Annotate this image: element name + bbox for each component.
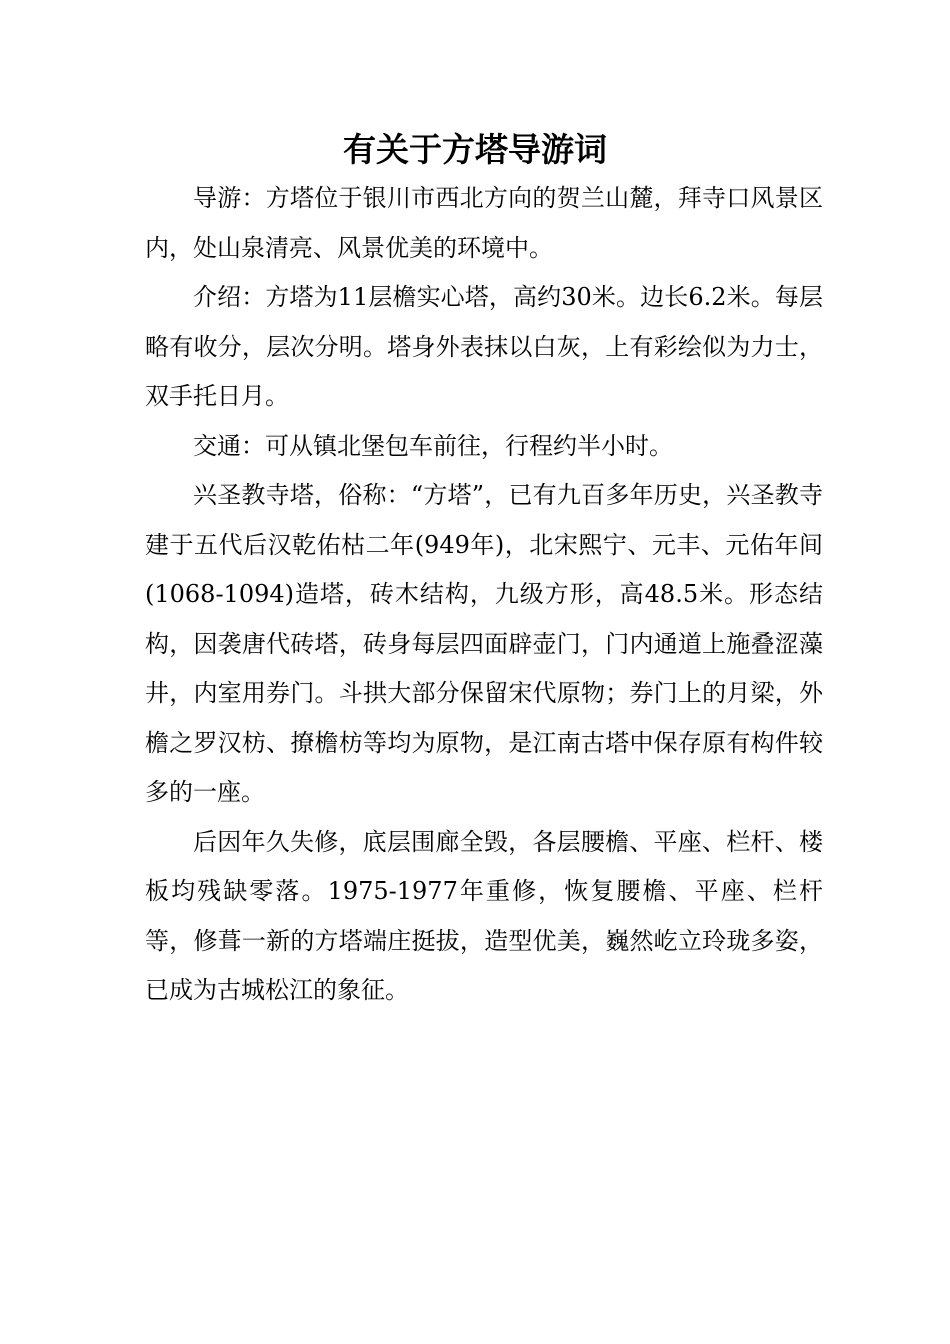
paragraph-introduction: 介绍：方塔为11层檐实心塔，高约30米。边长6.2米。每层略有收分，层次分明。塔身外表抹以白灰，上有彩绘似为力士，双手托日月。	[145, 283, 823, 410]
paragraph-transport: 交通：可从镇北堡包车前往，行程约半小时。	[193, 431, 673, 460]
document-title: 有关于方塔导游词	[343, 130, 607, 169]
paragraph-history: 兴圣教寺塔，俗称：“方塔”，已有九百多年历史，兴圣教寺建于五代后汉乾佑枯二年(949年)，北宋熙宁、元丰、元佑年间(1068-1094)造塔，砖木结构，九级方形，高48.5米。形态结构，因袭唐代砖塔，砖身每层四面辟壶门，门内通道上施叠涩藻井，内室用券门。斗拱大部分保留宋代原物；券门上的月梁，外檐之罗汉枋、撩檐枋等均为原物，是江南古塔中保存原有构件较多的一座。	[145, 481, 823, 806]
document-body	[145, 174, 823, 1016]
paragraph-guide: 导游：方塔位于银川市西北方向的贺兰山麓，拜寺口风景区内，处山泉清亮、风景优美的环境中。	[145, 184, 823, 262]
paragraph-restoration: 后因年久失修，底层围廊全毁，各层腰檐、平座、栏杆、楼板均残缺零落。1975-1977年重修，恢复腰檐、平座、栏杆等，修葺一新的方塔端庄挺拔，造型优美，巍然屹立玲珑多姿，已成为古城松江的象征。	[145, 827, 823, 1004]
